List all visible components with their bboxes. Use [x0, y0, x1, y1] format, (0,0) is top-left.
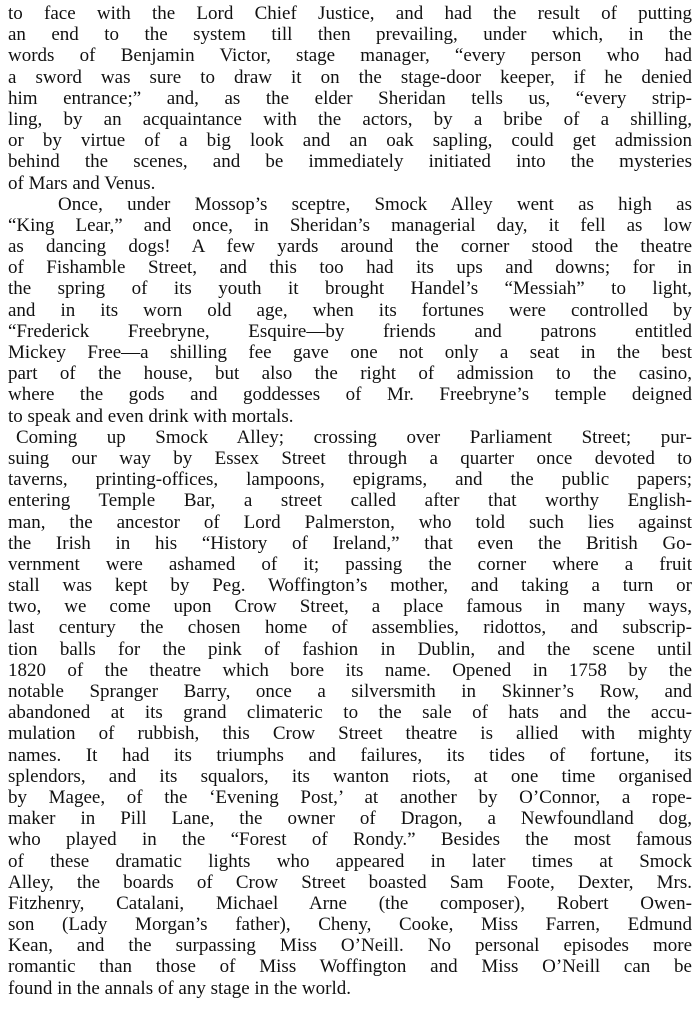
- text-line: ling, by an acquaintance with the actors, by a bribe of a shilling,: [8, 108, 692, 130]
- text-line: stall was kept by Peg. Woffington’s mother, and taking a turn or: [8, 575, 692, 597]
- text-line: Mickey Free—a shilling fee gave one not only a seat in the best: [8, 342, 692, 363]
- text-line: splendors, and its squalors, its wanton riots, at one time organised: [8, 765, 692, 787]
- text-line: vernment were ashamed of it; passing the corner where a fruit: [8, 553, 692, 575]
- text-line: an end to the system till then prevailing, under which, in the: [8, 24, 692, 46]
- text-line: romantic than those of Miss Woffington and Miss O’Neill can be: [8, 956, 692, 978]
- text-line: abandoned at its grand climateric to the sale of hats and the accu-: [8, 702, 692, 724]
- text-line: where the gods and goddesses of Mr. Freebryne’s temple deigned: [8, 384, 692, 406]
- text-line: Alley, the boards of Crow Street boasted Sam Foote, Dexter, Mrs.: [8, 871, 692, 893]
- text-line: taverns, printing-offices, lampoons, epigrams, and the public papers;: [8, 469, 692, 491]
- text-line: of Fishamble Street, and this too had its ups and downs; for in: [8, 257, 692, 279]
- text-line: mulation of rubbish, this Crow Street theatre is allied with mighty: [8, 723, 692, 745]
- text-line: and in its worn old age, when its fortunes were controlled by: [8, 299, 692, 321]
- text-line: “King Lear,” and once, in Sheridan’s managerial day, it fell as low: [8, 214, 692, 236]
- text-line: son (Lady Morgan’s father), Cheny, Cooke, Miss Farren, Edmund: [8, 914, 692, 936]
- text-line: to face with the Lord Chief Justice, and had the result of putting: [8, 3, 692, 24]
- text-line: the spring of its youth it brought Handel’s “Messiah” to light,: [8, 278, 692, 300]
- text-line: Kean, and the surpassing Miss O’Neill. No personal episodes more: [8, 935, 692, 957]
- text-line: found in the annals of any stage in the world.: [8, 977, 351, 999]
- text-line: words of Benjamin Victor, stage manager, “every person who had: [8, 45, 692, 67]
- text-line: maker in Pill Lane, the owner of Dragon, a Newfoundland dog,: [8, 808, 692, 830]
- text-line: tion balls for the pink of fashion in Dublin, and the scene until: [8, 638, 692, 660]
- text-line: Once, under Mossop’s sceptre, Smock Alley went as high as: [58, 193, 692, 215]
- text-line: suing our way by Essex Street through a quarter once devoted to: [8, 447, 692, 469]
- text-line: by Magee, of the ‘Evening Post,’ at another by O’Connor, a rope-: [8, 786, 692, 808]
- text-line: him entrance;” and, as the elder Sheridan tells us, “every strip-: [8, 87, 692, 109]
- paragraph: [8, 3, 692, 194]
- text-line: part of the house, but also the right of admission to the casino,: [8, 363, 692, 385]
- text-line: behind the scenes, and be immediately initiated into the mysteries: [8, 151, 692, 173]
- paragraph: [8, 194, 692, 427]
- text-line: of these dramatic lights who appeared in later times at Smock: [8, 850, 692, 872]
- text-line: man, the ancestor of Lord Palmerston, who told such lies against: [8, 511, 692, 533]
- paragraph: [8, 427, 692, 999]
- text-line: as dancing dogs! A few yards around the corner stood the theatre: [8, 236, 692, 258]
- text-line: to speak and even drink with mortals.: [8, 405, 294, 427]
- text-line: last century the chosen home of assemblies, ridottos, and subscrip-: [8, 617, 692, 639]
- text-line: the Irish in his “History of Ireland,” that even the British Go-: [8, 532, 692, 554]
- text-line: who played in the “Forest of Rondy.” Besides the most famous: [8, 829, 692, 851]
- text-line: two, we come upon Crow Street, a place famous in many ways,: [8, 596, 692, 618]
- text-line: entering Temple Bar, a street called after that worthy English-: [8, 490, 692, 512]
- text-line: Coming up Smock Alley; crossing over Parliament Street; pur-: [16, 426, 692, 448]
- text-line: names. It had its triumphs and failures, its tides of fortune, its: [8, 744, 692, 766]
- text-line: notable Spranger Barry, once a silversmith in Skinner’s Row, and: [8, 681, 692, 702]
- text-line: or by virtue of a big look and an oak sapling, could get admission: [8, 130, 692, 152]
- text-line: “Frederick Freebryne, Esquire—by friends and patrons entitled: [8, 320, 692, 342]
- text-line: Fitzhenry, Catalani, Michael Arne (the composer), Robert Owen-: [8, 892, 692, 914]
- text-line: of Mars and Venus.: [8, 172, 156, 194]
- text-line: 1820 of the theatre which bore its name. Opened in 1758 by the: [8, 659, 692, 681]
- text-line: a sword was sure to draw it on the stage-door keeper, if he denied: [8, 66, 692, 88]
